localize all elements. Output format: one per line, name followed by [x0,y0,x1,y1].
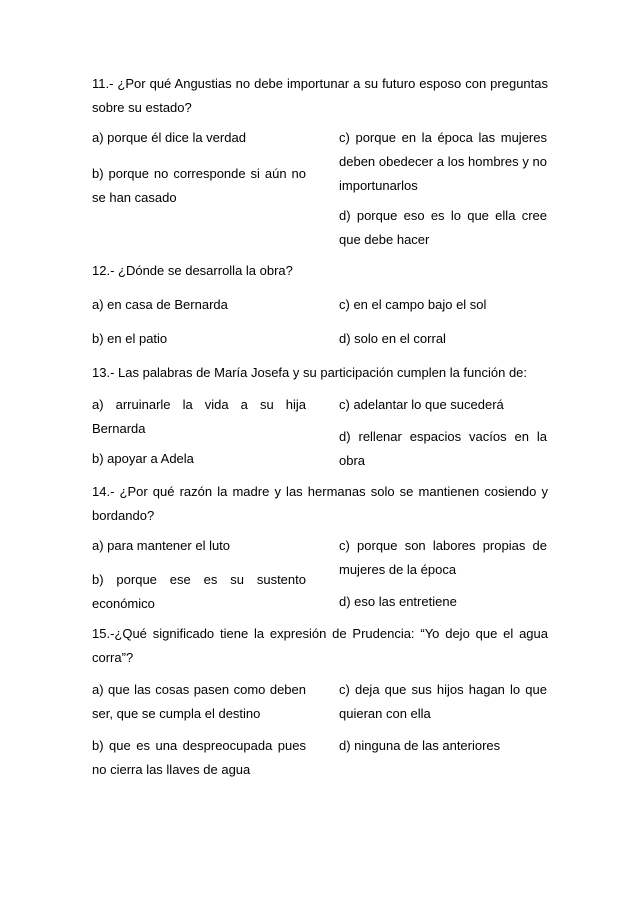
question-15-option-d: d) ninguna de las anteriores [339,738,501,753]
question-11-option-a: a) porque él dice la verdad [92,130,246,145]
question-15-option-b: b) que es una despreocupada pues no cierra las llaves de agua [92,738,306,777]
question-15-option-c: c) deja que sus hijos hagan lo que quieran con ella [339,682,547,721]
question-15-option-a: a) que las cosas pasen como deben ser, que se cumpla el destino [92,682,306,721]
question-15: 15.-¿Qué significado tiene la expresión de Prudencia: “Yo dejo que el agua corra”? [92,626,548,665]
question-13-option-b: b) apoyar a Adela [92,451,194,466]
question-12-option-b: b) en el patio [92,331,168,346]
question-13-option-c: c) adelantar lo que sucederá [339,397,504,412]
question-14-option-d: d) eso las entretiene [339,594,457,609]
question-14-option-c: c) porque son labores propias de mujeres de la época [339,538,547,577]
question-11-option-b: b) porque no corresponde si aún no se han casado [92,166,306,205]
question-13-option-a: a) arruinarle la vida a su hija Bernarda [92,397,306,436]
question-11: 11.- ¿Por qué Angustias no debe importunar a su futuro esposo con preguntas sobre su estado? [92,76,548,115]
question-14-option-a: a) para mantener el luto [92,538,231,553]
question-12-option-c: c) en el campo bajo el sol [339,297,487,312]
question-11-option-d: d) porque eso es lo que ella cree que debe hacer [339,208,547,247]
question-14-option-b: b) porque ese es su sustento económico [92,572,306,611]
question-11-option-c: c) porque en la época las mujeres deben obedecer a los hombres y no importunarlos [339,130,547,193]
question-12-option-a: a) en casa de Bernarda [92,297,228,312]
question-13: 13.- Las palabras de María Josefa y su participación cumplen la función de: [92,365,528,380]
question-14: 14.- ¿Por qué razón la madre y las hermanas solo se mantienen cosiendo y bordando? [92,484,548,523]
question-12: 12.- ¿Dónde se desarrolla la obra? [92,263,293,278]
question-13-option-d: d) rellenar espacios vacíos en la obra [339,429,547,468]
question-12-option-d: d) solo en el corral [339,331,446,346]
